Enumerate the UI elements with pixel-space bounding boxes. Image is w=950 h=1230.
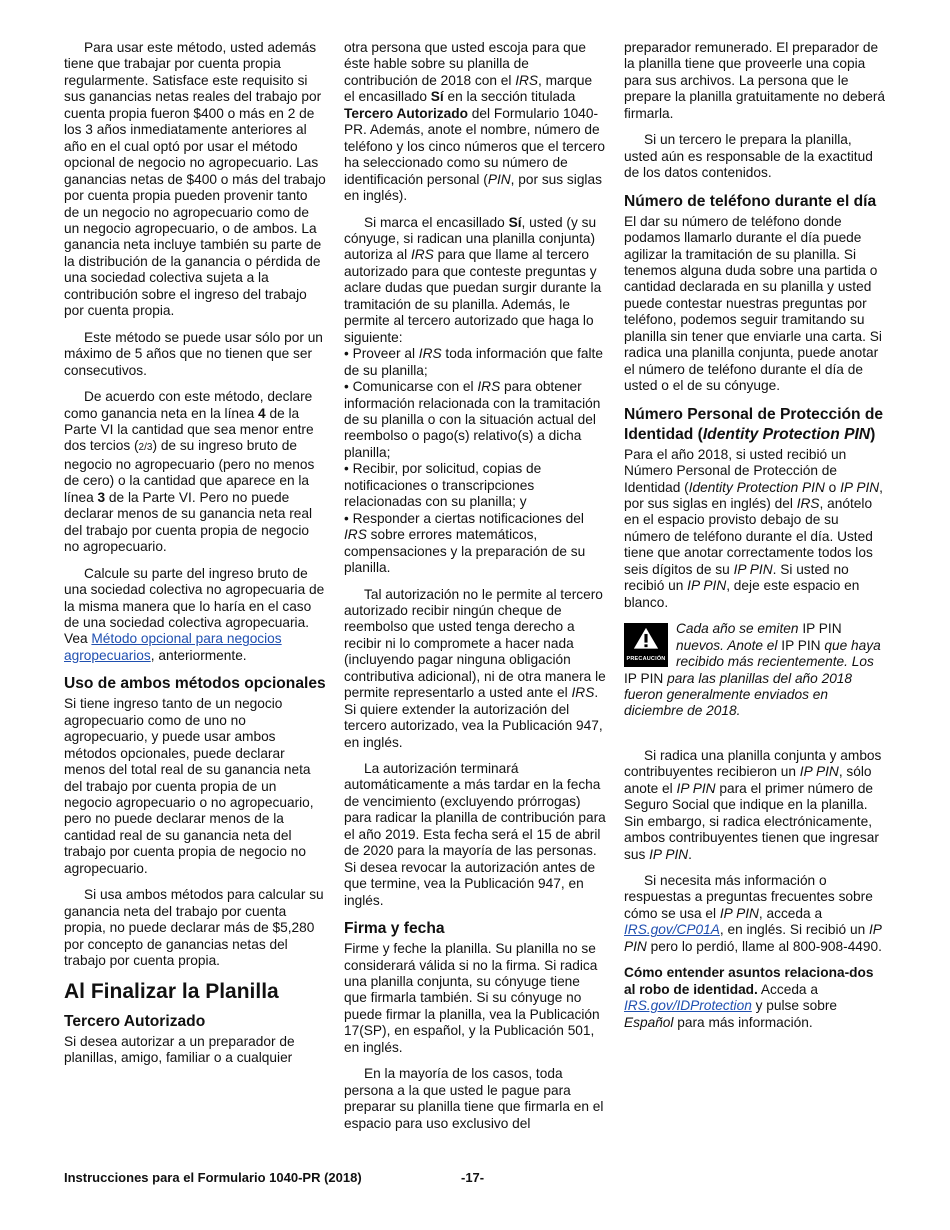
paragraph: El dar su número de teléfono donde podamos llamarlo durante el día puede agilizar la tramitación de su planilla. Si tenemos alguna duda sobre una partida o cantidad declarada en su planilla y usted puede contestar nuestras preguntas por teléfono, podemos seguir tramitando su planilla sin tener que enviarle una carta. Si radica una planilla conjunta, puede anotar el número de teléfono durante el día de usted o el de su cónyuge. (624, 213, 882, 394)
page-footer (64, 1170, 888, 1185)
list-item: • Proveer al IRS toda información que falte de su planilla; (344, 346, 603, 378)
paragraph: En la mayoría de los casos, toda persona a la que usted le pague para preparar su planilla tiene que firmarla en el espacio para uso exclusivo del (344, 1066, 604, 1131)
paragraph: otra persona que usted escoja para que éste hable sobre su planilla de contribución de 2018 con el IRS, marque el encasillado Sí en la sección titulada Tercero Autorizado del Formulario 1040-PR. Además, anote el nombre, número de teléfono y los cinco números que el tercero ha seleccionado como su número de identificación personal (PIN, por sus siglas en inglés). (344, 40, 605, 204)
heading-uso-ambos-metodos: Uso de ambos métodos opcionales (64, 675, 326, 693)
paragraph: preparador remunerado. El preparador de la planilla tiene que proveerle una copia para sus archivos. La persona que le prepare la planilla gratuitamente no deberá firmarla. (624, 40, 885, 121)
link-metodo-opcional-agropecuario[interactable]: Método opcional para negocios agropecuarios (64, 631, 282, 663)
heading-identity-protection-pin: Número Personal de Protección de Identidad (Identity Protection PIN) (624, 405, 884, 443)
paragraph: Firme y feche la planilla. Su planilla no se considerará válida si no la firma. Si radica una planilla conjunta, su cónyuge tiene que firmarla también. Si su cónyuge no puede firmar la planilla, vea la Publicación 17(SP), en español, y la Publicación 501, en inglés. (344, 941, 600, 1055)
caution-text: Cada año se emiten IP PIN nuevos. Anote el IP PIN que haya recibido más recientemente. Los IP PIN para las planillas del año 2018 fueron generalmente enviados en diciembre de 2018. (624, 621, 881, 719)
list-item: • Responder a ciertas notificaciones del IRS sobre errores matemáticos, compensaciones y la preparación de su planilla. (344, 510, 586, 576)
link-irs-cp01a[interactable]: IRS.gov/CP01A (624, 922, 720, 938)
paragraph: Si marca el encasillado Sí, usted (y su cónyuge, si radican una planilla conjunta) autoriza al IRS para que llame al tercero autorizado para que conteste preguntas y aclare dudas que puedan surgir durante la tramitación de su planilla. Además, le permite al tercero autorizado que haga lo siguiente: (344, 214, 602, 345)
paragraph: Para el año 2018, si usted recibió un Número Personal de Protección de Identidad (Identity Protection PIN o IP PIN, por sus siglas en inglés) del IRS, anótelo en el espacio provisto debajo de su número de teléfono durante el día. Usted tiene que anotar correctamente todos los seis dígitos de su IP PIN. Si usted no recibió un IP PIN, deje este espacio en blanco. (624, 446, 883, 610)
heading-numero-telefono: Número de teléfono durante el día (624, 192, 877, 210)
paragraph: Si desea autorizar a un preparador de planillas, amigo, familiar o a cualquier (64, 1033, 295, 1066)
caution-label: PRECAUCIÓN (626, 655, 666, 662)
footer-title: Instrucciones para el Formulario 1040-PR (2018) (64, 1170, 362, 1185)
heading-al-finalizar: Al Finalizar la Planilla (64, 979, 279, 1003)
column-2 (344, 40, 606, 1142)
paragraph: Calcule su parte del ingreso bruto de una sociedad colectiva no agropecuaria de la misma manera que lo haría en el caso de una sociedad colectiva agropecuaria. Vea Método opcional para negocios agropecuarios, anteriormente. (64, 565, 325, 663)
heading-tercero-autorizado: Tercero Autorizado (64, 1012, 206, 1030)
paragraph: Si usa ambos métodos para calcular su ganancia neta del trabajo por cuenta propia, no puede declarar más de $5,280 por concepto de ganancias netas del trabajo por cuenta propia. (64, 887, 324, 969)
caution-box (624, 621, 888, 720)
page-number: -17- (461, 1170, 485, 1185)
paragraph: Si tiene ingreso tanto de un negocio agropecuario como de uno no agropecuario, y puede usar ambos métodos opcionales, puede declarar menos del total real de su ganancia neta del trabajo por cuenta propia de un negocio agropecuario o no agropecuario, pero no puede declarar menos de la cantidad real de su ganancia neta del trabajo por cuenta propia de negocio no agropecuario. (64, 696, 314, 876)
paragraph: Cómo entender asuntos relaciona-dos al robo de identidad. Acceda a IRS.gov/IDProtection y pulse sobre Español para más información. (624, 965, 874, 1030)
paragraph: Si necesita más información o respuestas a preguntas frecuentes sobre cómo se usa el IP PIN, acceda a IRS.gov/CP01A, en inglés. Si recibió un IP PIN pero lo perdió, llame al 800-908-4490. (624, 873, 882, 954)
warning-icon (624, 623, 668, 667)
heading-firma-fecha: Firma y fecha (344, 920, 445, 938)
link-irs-idprotection[interactable]: IRS.gov/IDProtection (624, 998, 752, 1014)
paragraph: La autorización terminará automáticamente a más tardar en la fecha de vencimiento (excluyendo prórrogas) para radicar la planilla de contribución para el año 2019. Esta fecha será el 15 de abril de 2020 para la mayoría de las personas. Si desea revocar la autorización antes de que termine, vea la Publicación 947, en inglés. (344, 761, 606, 908)
paragraph: Este método se puede usar sólo por un máximo de 5 años que no tienen que ser consecutivos. (64, 329, 323, 378)
paragraph: De acuerdo con este método, declare como ganancia neta en la línea 4 de la Parte VI la cantidad que sea menor entre dos tercios (2/3) de su ingreso bruto de negocio no agropecuario (pero no menos de cero) o la cantidad que aparece en la línea 3 de la Parte VI. Pero no puede declarar menos de su ganancia neta real del trabajo por cuenta propia de negocio no agropecuario. (64, 389, 315, 555)
paragraph: Para usar este método, usted además tiene que trabajar por cuenta propia regularmente. Satisface este requisito si sus ganancias netas reales del trabajo por cuenta propia fueron $400 o más en 2 de los 3 años inmediatamente anteriores al año en el cual optó por usar el método opcional de negocio no agropecuario. Las ganancias netas de $400 o más del trabajo por cuenta propia pueden provenir tanto de un negocio no agropecuario como de un negocio agropecuario, o de ambos. La ganancia neta incluye también su parte de la distribución de la ganancia o pérdida de una sociedad colectiva sujeta a la contribución sobre el ingreso del trabajo por cuenta propia. (64, 40, 326, 319)
column-3 (624, 40, 888, 1041)
column-1 (64, 40, 326, 1076)
paragraph: Si un tercero le prepara la planilla, usted aún es responsable de la exactitud de los datos contenidos. (624, 132, 873, 181)
list-item: • Recibir, por solicitud, copias de notificaciones o transcripciones relacionadas con su planilla; y (344, 461, 542, 510)
paragraph: Tal autorización no le permite al tercero autorizado recibir ningún cheque de reembolso que usted tenga derecho a recibir ni lo compromete a hacer nada (incluyendo pagar ninguna obligación contributiva adicional), ni de otra manera le permite representarlo a usted ante el IRS. Si quiere extender la autorización del tercero autorizado, vea la Publicación 947, en inglés. (344, 586, 606, 750)
paragraph: Si radica una planilla conjunta y ambos contribuyentes recibieron un IP PIN, sólo anote el IP PIN para el primer número de Seguro Social que indique en la planilla. Sin embargo, si radica electrónicamente, ambos contribuyentes tienen que ingresar sus IP PIN. (624, 747, 882, 862)
list-item: • Comunicarse con el IRS para obtener información relacionada con la tramitación de su planilla o con la situación actual del reembolso o pago(s) relativo(s) a dicha planilla; (344, 379, 601, 460)
